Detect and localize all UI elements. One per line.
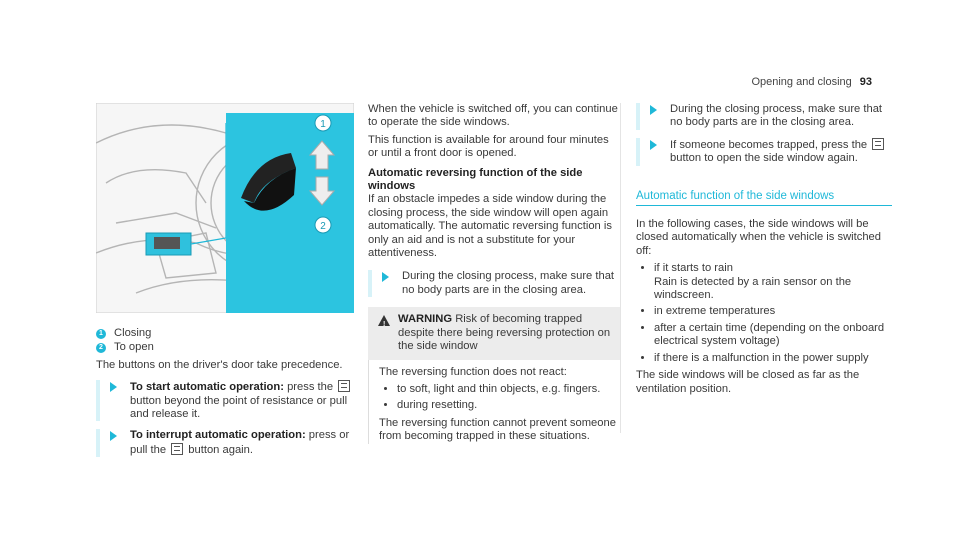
callout-2: 2 xyxy=(320,221,326,232)
arrow-icon xyxy=(650,140,657,150)
warning-icon: ! xyxy=(378,315,390,326)
subsection-title: Automatic reversing function of the side windows xyxy=(368,166,583,193)
arrow-icon xyxy=(382,272,389,282)
paragraph: If an obstacle impedes a side window during the closing process, the side window will open again automatically. The automatic reversing function is only an aid and is not a substitute for your attentiveness. xyxy=(368,193,612,260)
arrow-icon xyxy=(110,431,117,441)
step-text: During the closing process, make sure that no body parts are in the closing area. xyxy=(402,270,615,296)
window-switch-icon xyxy=(171,443,183,455)
bullet-list xyxy=(636,262,892,365)
arrow-icon xyxy=(650,105,657,115)
caption-text: To open xyxy=(114,341,154,354)
column-middle xyxy=(368,103,620,448)
window-switch-illustration xyxy=(96,103,354,313)
paragraph: This function is available for around four minutes or until a front door is opened. xyxy=(368,133,609,160)
list-item xyxy=(654,262,892,302)
list-item: • during resetting. xyxy=(397,399,620,412)
caption-closing xyxy=(96,327,354,340)
page-header xyxy=(751,76,872,89)
section-title: Opening and closing xyxy=(751,76,852,88)
step-text-pre: If someone becomes trapped, press the xyxy=(670,138,868,151)
caption-number: 1 xyxy=(96,329,106,339)
step-text: During the closing process, make sure that no body parts are in the closing area. xyxy=(670,103,883,129)
step-text-post: button to open the side window again. xyxy=(670,152,858,165)
window-switch-icon xyxy=(872,138,884,150)
step-text-post: button beyond the point of resistance or pull and release it. xyxy=(130,394,348,421)
callout-1: 1 xyxy=(320,119,326,130)
caption-number: 2 xyxy=(96,343,106,353)
paragraph: In the following cases, the side windows will be closed automatically when the vehicle is switched off: xyxy=(636,218,882,257)
step-interrupt-automatic xyxy=(96,429,354,457)
paragraph: The side windows will be closed as far as the ventilation position. xyxy=(636,369,860,395)
paragraph: The reversing function cannot prevent someone from becoming trapped in these situations. xyxy=(379,416,616,443)
bullet-list xyxy=(379,383,620,413)
step-closing-area xyxy=(636,103,892,130)
column-right xyxy=(636,103,892,400)
arrow-icon xyxy=(110,382,117,392)
list-item: • in extreme temperatures xyxy=(654,305,892,318)
step-text-pre: press or pull the xyxy=(130,429,350,456)
step-text-post: button again. xyxy=(188,443,253,456)
window-switch-icon xyxy=(338,380,350,392)
warning-box xyxy=(368,307,620,359)
list-item-text: if it starts to rain xyxy=(654,262,733,275)
step-text-pre: press the xyxy=(287,381,334,394)
step-label: To start automatic operation: xyxy=(130,381,284,394)
page-number: 93 xyxy=(859,76,872,88)
list-item: • after a certain time (depending on the onboard electrical system voltage) xyxy=(654,322,892,349)
warning-label: WARNING xyxy=(398,313,453,326)
paragraph: The reversing function does not react: xyxy=(379,365,567,378)
precedence-note: The buttons on the driver's door take precedence. xyxy=(96,358,343,371)
section-heading: Automatic function of the side windows xyxy=(636,190,892,206)
warning-details xyxy=(368,360,620,444)
list-item-sub: Rain is detected by a rain sensor on the windscreen. xyxy=(654,275,852,302)
step-start-automatic xyxy=(96,380,354,421)
warning-text: Risk of becoming trapped despite there being reversing protection on the side window xyxy=(398,313,611,353)
step-label: To interrupt automatic operation: xyxy=(130,429,306,442)
list-item: • if there is a malfunction in the power supply xyxy=(654,352,892,365)
column-divider xyxy=(620,103,621,433)
caption-text: Closing xyxy=(114,327,152,339)
column-left xyxy=(96,103,354,465)
step-trapped xyxy=(636,138,892,166)
step-closing-area xyxy=(368,270,620,297)
caption-open xyxy=(96,341,354,354)
paragraph: When the vehicle is switched off, you can continue to operate the side windows. xyxy=(368,103,618,129)
list-item: • to soft, light and thin objects, e.g. fingers. xyxy=(397,383,620,396)
